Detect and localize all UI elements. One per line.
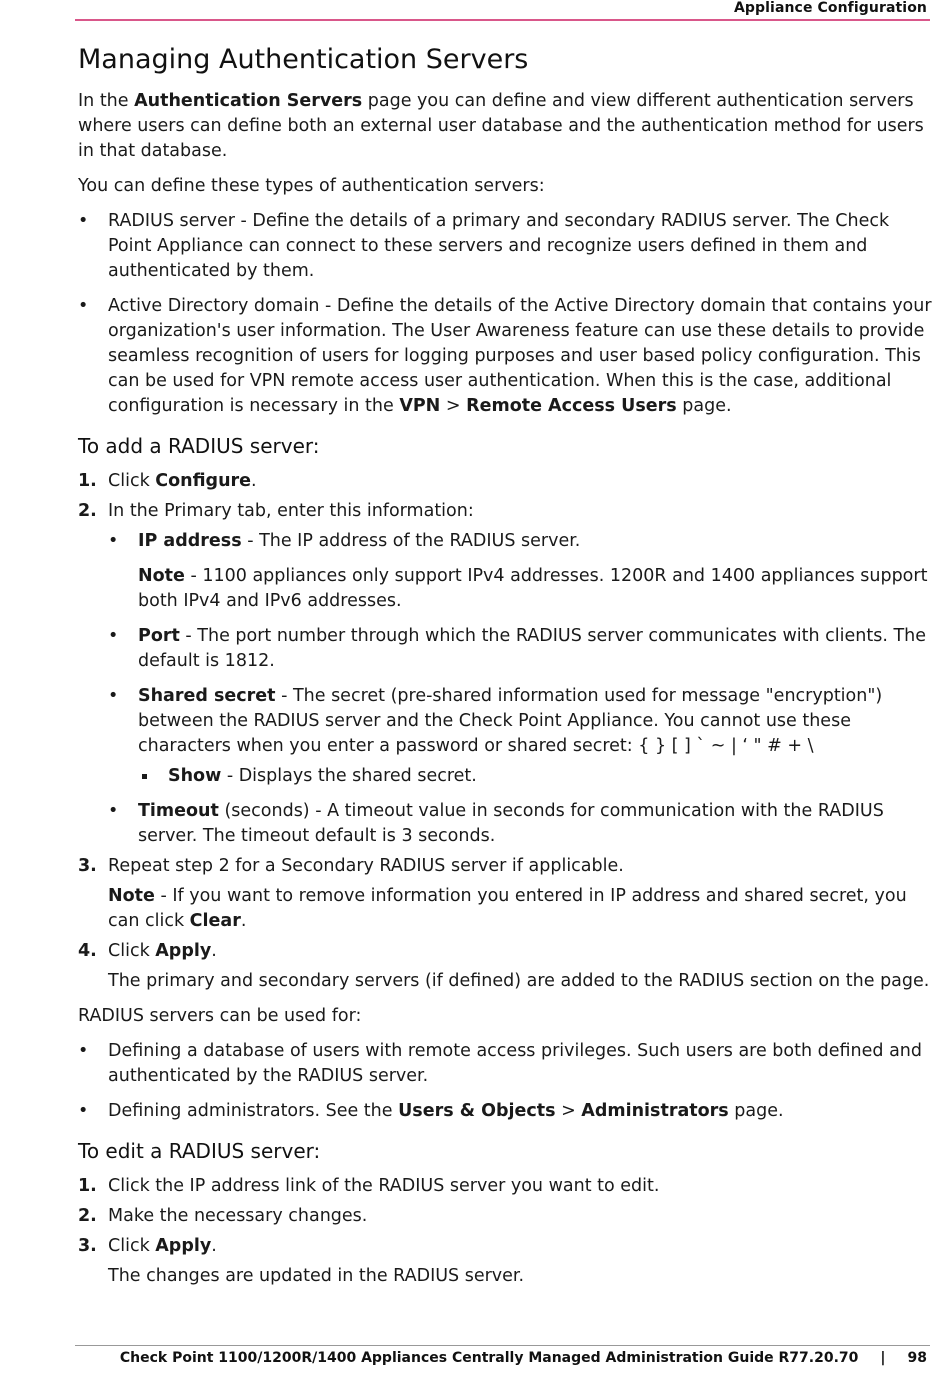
intro-paragraph <box>78 89 938 164</box>
list-item <box>108 529 938 614</box>
text: . <box>211 1236 217 1256</box>
types-intro: You can define these types of authentication servers: <box>78 176 545 196</box>
text: RADIUS server - Define the details of a primary and secondary RADIUS server. The Check Point Appliance can connect to these servers and recognize users defined in them and authenticated by them. <box>108 211 890 281</box>
footer-rule <box>75 1345 930 1346</box>
text: In the Primary tab, enter this information: <box>108 501 474 521</box>
add-radius-steps <box>78 469 938 994</box>
text: . <box>251 471 257 491</box>
list-item <box>108 684 938 789</box>
text: Click <box>108 1236 156 1256</box>
bold-term: Apply <box>155 941 212 961</box>
step <box>78 499 938 849</box>
text: . <box>240 911 247 931</box>
footer-separator: | <box>880 1350 886 1366</box>
running-footer <box>120 1350 927 1366</box>
header-rule <box>75 19 930 21</box>
text: - Displays the shared secret. <box>221 766 477 786</box>
bold-term: IP address <box>138 531 242 551</box>
text: page. <box>728 1101 784 1121</box>
note <box>108 884 938 934</box>
bold-term: Shared secret <box>138 686 276 706</box>
note <box>138 564 938 614</box>
sub-list <box>138 764 938 789</box>
text: (seconds) - A timeout value in seconds for communication with the RADIUS server. The timeout default is 3 seconds. <box>138 801 884 846</box>
edit-radius-heading: To edit a RADIUS server: <box>78 1139 321 1163</box>
field-list <box>108 529 938 849</box>
text: Repeat step 2 for a Secondary RADIUS server if applicable. <box>108 856 624 876</box>
bold-term: Remote Access Users <box>466 396 677 416</box>
text: > <box>555 1101 582 1121</box>
step-number: 3. <box>78 1236 97 1256</box>
text: - The IP address of the RADIUS server. <box>241 531 581 551</box>
text: - If you want to remove information you entered in IP address and shared secret, you can click <box>108 886 907 931</box>
text: - The port number through which the RADIUS server communicates with clients. The default is 1812. <box>138 626 927 671</box>
text: . <box>211 941 217 961</box>
step <box>78 1204 938 1229</box>
text: Make the necessary changes. <box>108 1206 368 1226</box>
list-item <box>78 1039 938 1089</box>
bold-term: Apply <box>155 1236 212 1256</box>
step-number: 4. <box>78 941 97 961</box>
step <box>78 1174 938 1199</box>
step-result: The changes are updated in the RADIUS server. <box>108 1266 525 1286</box>
bold-term: Show <box>168 766 222 786</box>
text: page. <box>676 396 732 416</box>
step <box>78 469 938 494</box>
bold-term: Timeout <box>138 801 219 821</box>
page-title: Managing Authentication Servers <box>78 44 529 75</box>
text: Active Directory domain - Define the details of the Active Directory domain that contains your organization's user information. The User Awareness feature can use these details to provide seamless recognition of users for logging purposes and user based policy configuration. This can be used for VPN remote access user authentication. When this is the case, additional configuration is necessary in the <box>108 296 932 416</box>
text: Click <box>108 941 156 961</box>
text: - 1100 appliances only support IPv4 addresses. 1200R and 1400 appliances support both IPv4 and IPv6 addresses. <box>138 566 928 611</box>
step <box>78 1234 938 1289</box>
bold-term: VPN <box>399 396 441 416</box>
text: page you can define and view different authentication servers where users can define both an external user database and the authentication method for users in that database. <box>78 91 924 161</box>
server-types-list <box>78 209 938 419</box>
list-item <box>78 294 938 419</box>
add-radius-heading: To add a RADIUS server: <box>78 434 320 458</box>
bold-term: Note <box>138 566 185 586</box>
step-result: The primary and secondary servers (if defined) are added to the RADIUS section on the page. <box>108 971 930 991</box>
bold-term: Configure <box>155 471 252 491</box>
text: Click the IP address link of the RADIUS server you want to edit. <box>108 1176 660 1196</box>
step <box>78 854 938 934</box>
bold-term: Authentication Servers <box>134 91 363 111</box>
list-item <box>78 209 938 284</box>
bold-term: Users & Objects <box>398 1101 556 1121</box>
section-title: Appliance Configuration <box>733 0 927 16</box>
text: - The secret (pre-shared information used for message "encryption") between the RADIUS server and the Check Point Appliance. You cannot use these characters when you enter a password or shared secret: { } [ ] ` ~ | ‘ " # + \ <box>138 686 883 756</box>
text: Click <box>108 471 156 491</box>
edit-radius-steps <box>78 1174 938 1289</box>
text: Defining administrators. See the <box>108 1101 399 1121</box>
uses-intro: RADIUS servers can be used for: <box>78 1006 362 1026</box>
guide-title: Check Point 1100/1200R/1400 Appliances Centrally Managed Administration Guide R77.20.70 <box>119 1350 859 1366</box>
text: > <box>440 396 467 416</box>
uses-list <box>78 1039 938 1124</box>
text: In the <box>78 91 135 111</box>
list-item <box>78 1099 938 1124</box>
step-number: 2. <box>78 501 97 521</box>
list-item <box>138 764 938 789</box>
step <box>78 939 938 994</box>
document-body <box>78 89 938 1294</box>
text: Defining a database of users with remote access privileges. Such users are both defined and authenticated by the RADIUS server. <box>108 1041 922 1086</box>
step-number: 1. <box>78 471 97 491</box>
page-number: 98 <box>907 1350 927 1366</box>
step-number: 2. <box>78 1206 97 1226</box>
bold-term: Note <box>108 886 155 906</box>
bold-term: Port <box>138 626 180 646</box>
list-item <box>108 799 938 849</box>
step-number: 1. <box>78 1176 97 1196</box>
bold-term: Clear <box>189 911 241 931</box>
bold-term: Administrators <box>581 1101 729 1121</box>
step-number: 3. <box>78 856 97 876</box>
list-item <box>108 624 938 674</box>
